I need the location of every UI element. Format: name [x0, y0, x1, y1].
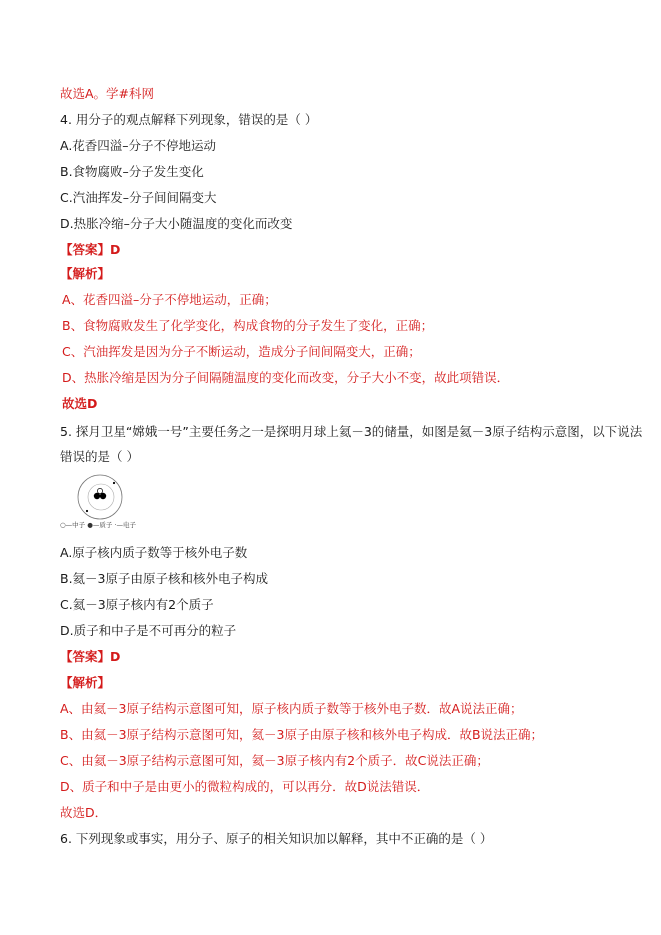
answer-5: 【答案】D [60, 649, 121, 664]
conclusion-4: 故选D [62, 396, 98, 411]
analysis-5d: D、质子和中子是由更小的微粒构成的，可以再分．故D说法错误． [60, 779, 430, 794]
analysis-4c: C、汽油挥发是因为分子不断运动，造成分子间间隔变大，正确； [62, 344, 421, 359]
answer-4: 【答案】D [60, 242, 121, 257]
option-4d: D.热胀冷缩–分子大小随温度的变化而改变 [60, 216, 293, 231]
analysis-4a: A、花香四溢–分子不停地运动，正确； [62, 292, 277, 307]
option-5a: A.原子核内质子数等于核外电子数 [60, 545, 248, 560]
question-5-line1: 5. 探月卫星“嫦娥一号”主要任务之一是探明月球上氦－3的储量，如图是氦－3原子结构示意图，以下说法 [60, 424, 643, 439]
conclusion-5: 故选D． [60, 805, 108, 820]
analysis-4b: B、食物腐败发生了化学变化，构成食物的分子发生了变化，正确； [62, 318, 434, 333]
analysis-5c: C、由氦－3原子结构示意图可知，氦－3原子核内有2个质子．故C说法正确； [60, 753, 489, 768]
question-6: 6. 下列现象或事实，用分子、原子的相关知识加以解释，其中不正确的是（ ） [60, 831, 493, 846]
analysis-heading-4: 【解析】 [60, 266, 111, 281]
answer-line-q3: 故选A。学#科网 [60, 86, 155, 101]
question-4: 4. 用分子的观点解释下列现象，错误的是（ ） [60, 112, 318, 127]
helium-3-atom-diagram [60, 474, 160, 530]
analysis-5a: A、由氦－3原子结构示意图可知，原子核内质子数等于核外电子数．故A说法正确； [60, 701, 523, 716]
analysis-5b: B、由氦－3原子结构示意图可知，氦－3原子由原子核和核外电子构成．故B说法正确； [60, 727, 544, 742]
diagram-legend: ○—中子 ●—质子 ·—电子 [60, 521, 137, 529]
question-5-line2: 错误的是（ ） [60, 449, 139, 464]
option-5c: C.氦－3原子核内有2个质子 [60, 597, 214, 612]
option-5d: D.质子和中子是不可再分的粒子 [60, 623, 237, 638]
option-4a: A.花香四溢–分子不停地运动 [60, 138, 217, 153]
option-4c: C.汽油挥发–分子间间隔变大 [60, 190, 217, 205]
analysis-4d: D、热胀冷缩是因为分子间隔随温度的变化而改变，分子大小不变，故此项错误． [62, 370, 510, 385]
analysis-heading-5: 【解析】 [60, 675, 111, 690]
option-4b: B.食物腐败–分子发生变化 [60, 164, 204, 179]
option-5b: B.氦－3原子由原子核和核外电子构成 [60, 571, 269, 586]
